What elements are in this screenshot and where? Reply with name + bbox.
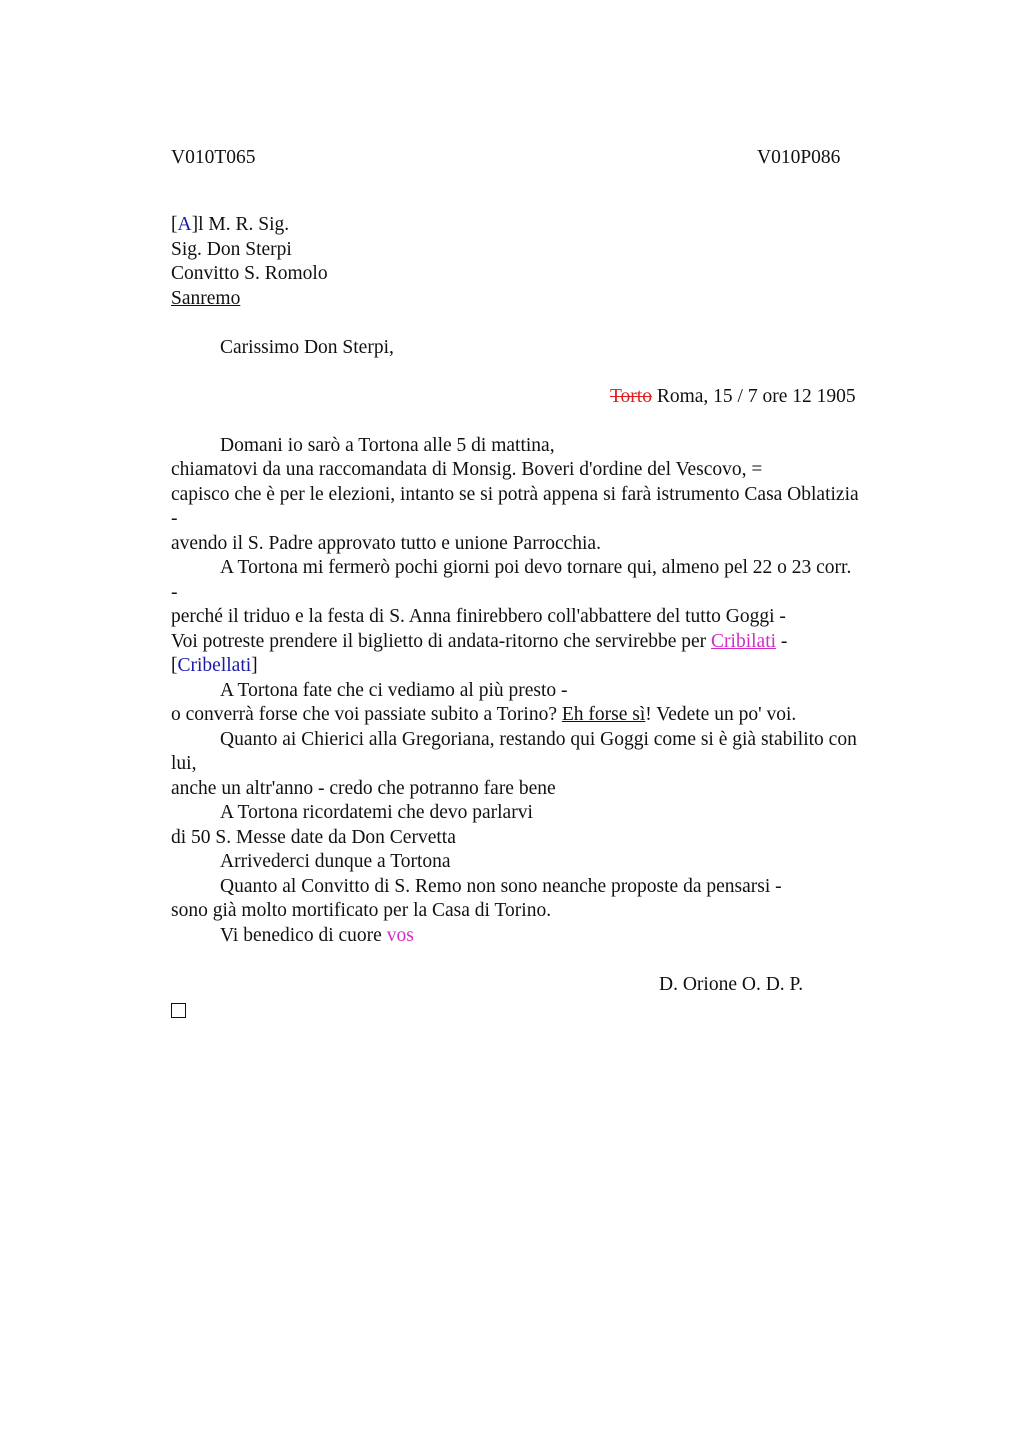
bracket: [	[171, 655, 178, 676]
body-line: avendo il S. Padre approvato tutto e unione Parrocchia.	[171, 532, 601, 554]
salutation: Carissimo Don Sterpi,	[220, 336, 394, 358]
body-line: -	[171, 581, 178, 603]
body-text: -	[776, 630, 788, 652]
body-line	[171, 630, 911, 655]
signature: D. Orione O. D. P.	[659, 973, 804, 995]
body-line	[171, 703, 911, 728]
body-text: ! Vedete un po' voi.	[645, 704, 797, 725]
checkbox-icon	[171, 1003, 186, 1018]
address-line-3: Convitto S. Romolo	[171, 263, 328, 284]
address-line-1-text: ]l M. R. Sig.	[191, 214, 290, 235]
underlined-phrase: Eh forse sì	[561, 704, 646, 725]
body-text: o converrà forse che voi passiate subito a Torino?	[171, 704, 562, 725]
end-marker-row	[171, 997, 911, 1022]
address-block	[171, 213, 911, 311]
body-line: A Tortona mi fermerò pochi giorni poi devo tornare qui, almeno pel 22 o 23 corr.	[220, 557, 852, 578]
body-line: Arrivederci dunque a Tortona	[220, 851, 451, 872]
signature-line	[171, 973, 911, 998]
body-line: A Tortona ricordatemi che devo parlarvi	[220, 802, 533, 823]
body-line: anche un altr'anno - credo che potranno fare bene	[171, 777, 556, 799]
body-line: A Tortona fate che ci vediamo al più presto -	[220, 679, 568, 701]
body-text: Vi benedico di cuore	[220, 924, 387, 946]
body-line: capisco che è per le elezioni, intanto se si potrà appena si farà istrumento Casa Oblatizia	[171, 483, 859, 505]
annotated-word: Cribilati	[711, 630, 777, 652]
body-line: perché il triduo e la festa di S. Anna finirebbero coll'abbattere del tutto Goggi -	[171, 606, 786, 627]
body-line: Quanto al Convitto di S. Remo non sono neanche proposte da pensarsi -	[220, 875, 782, 897]
letter-body	[171, 434, 911, 949]
body-line: Domani io sarò a Tortona alle 5 di mattina,	[220, 434, 555, 456]
dateline	[171, 385, 911, 410]
annotated-word: vos	[386, 924, 414, 946]
bracket: ]	[251, 655, 258, 676]
editorial-insertion: A	[177, 214, 192, 235]
address-city: Sanremo	[171, 287, 241, 309]
body-line: -	[171, 508, 178, 529]
body-line: sono già molto mortificato per la Casa di Torino.	[171, 900, 552, 921]
letter-page	[171, 140, 911, 1022]
reference-header	[171, 140, 911, 176]
address-line-1	[171, 213, 911, 238]
address-line-2: Sig. Don Sterpi	[171, 238, 292, 260]
left-reference: V010T065	[171, 147, 256, 168]
body-line: chiamatovi da una raccomandata di Monsig. Boveri d'ordine del Vescovo, =	[171, 459, 763, 480]
body-line	[171, 924, 911, 949]
editorial-correction: Cribellati	[177, 655, 252, 676]
struck-word: Torto	[610, 385, 652, 407]
body-line: di 50 S. Messe date da Don Cervetta	[171, 826, 456, 848]
body-line: Quanto ai Chierici alla Gregoriana, restando qui Goggi come si è già stabilito con	[220, 728, 857, 750]
body-text: Voi potreste prendere il biglietto di andata-ritorno che servirebbe per	[171, 630, 712, 652]
right-reference: V010P086	[757, 147, 841, 168]
date-text: Roma, 15 / 7 ore 12 1905	[651, 385, 856, 407]
body-line: lui,	[171, 753, 197, 774]
body-line	[171, 654, 911, 679]
address-bracket-open: [	[171, 214, 178, 235]
